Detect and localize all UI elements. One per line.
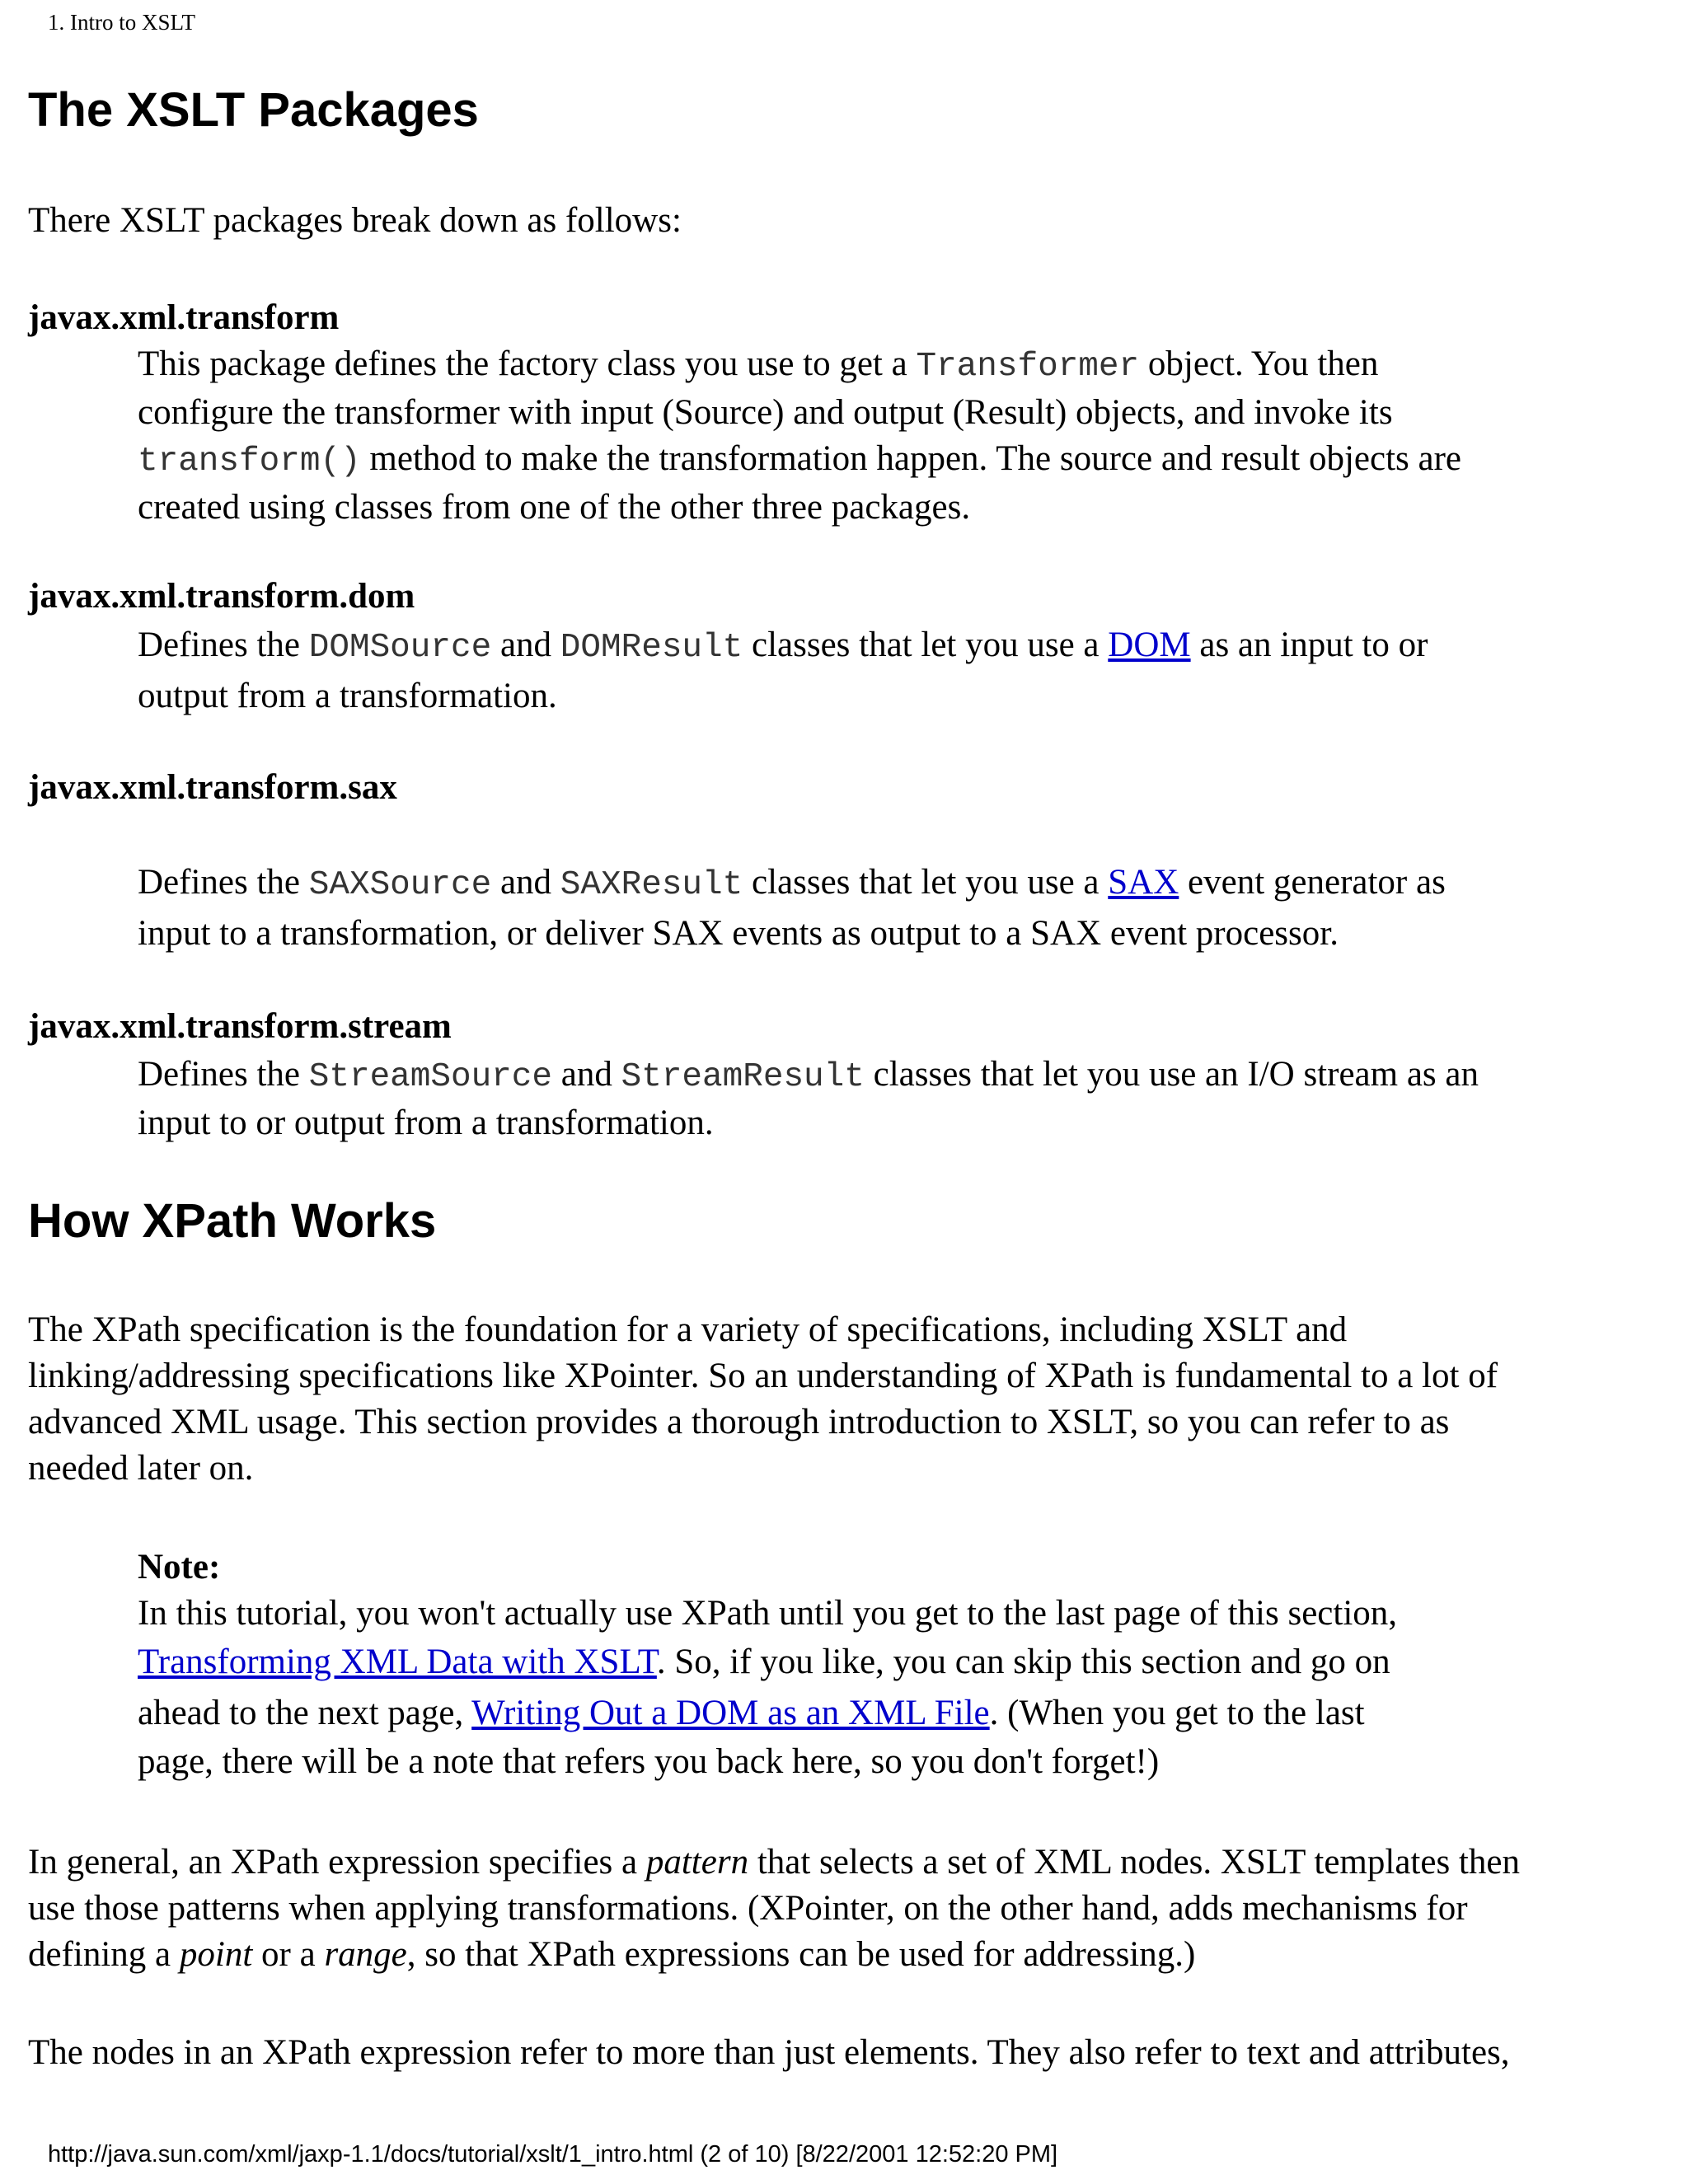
code-term: DOMSource	[308, 629, 492, 667]
package-name: javax.xml.transform	[28, 298, 340, 337]
package-description: Defines the StreamSource and StreamResult classes that let you use an I/O stream as an input to or output from a transformation.	[138, 1055, 1479, 1142]
running-head: 1. Intro to XSLT	[48, 10, 196, 35]
transforming-xml-link[interactable]: Transforming XML Data with XSLT	[138, 1643, 657, 1681]
code-term: StreamSource	[308, 1058, 553, 1096]
code-term: DOMResult	[560, 629, 743, 667]
package-name: javax.xml.transform.sax	[28, 768, 397, 807]
code-term: Transformer	[916, 348, 1140, 386]
section-title-how-xpath-works: How XPath Works	[28, 1194, 437, 1248]
page-footer-url: http://java.sun.com/xml/jaxp-1.1/docs/tutorial/xslt/1_intro.html (2 of 10) [8/22/2001 12:52:20 PM]	[48, 2141, 1058, 2168]
section-title-xslt-packages: The XSLT Packages	[28, 83, 479, 137]
note-block: Note: In this tutorial, you won't actually use XPath until you get to the last page of this section, Transforming XML Data with XSLT. So, if you like, you can skip this section and go on ahead to the next page, Writing Out a DOM as an XML File. (When you get to the last page, there will be a note that refers you back here, so you don't forget!)	[138, 1544, 1662, 1785]
package-name: javax.xml.transform.stream	[28, 1007, 452, 1046]
package-description: Defines the SAXSource and SAXResult classes that let you use a SAX event generator as input to a transformation, or deliver SAX events as output to a SAX event processor.	[138, 863, 1446, 953]
code-term: SAXResult	[560, 866, 743, 904]
code-term: StreamResult	[621, 1058, 865, 1096]
xpath-intro-paragraph: The XPath specification is the foundation for a variety of specifications, including XSLT and linking/addressing specifications like XPointer. So an understanding of XPath is fundamental to a lot of advanced XML usage. This section provides a thorough introduction to XSLT, so you can refer to as needed later on.	[28, 1310, 1498, 1488]
package-description: Defines the DOMSource and DOMResult classes that let you use a DOM as an input to or output from a transformation.	[138, 626, 1428, 715]
code-term: transform()	[138, 443, 361, 480]
xpath-nodes-paragraph: The nodes in an XPath expression refer to more than just elements. They also refer to text and attributes,	[28, 2033, 1510, 2072]
xpath-pattern-paragraph: In general, an XPath expression specifies a pattern that selects a set of XML nodes. XSLT templates then use those patterns when applying transformations. (XPointer, on the other hand, adds mechanisms for defining a point or a range, so that XPath expressions can be used for addressing.)	[28, 1843, 1520, 1974]
writing-out-dom-link[interactable]: Writing Out a DOM as an XML File	[471, 1694, 990, 1732]
package-name: javax.xml.transform.dom	[28, 577, 415, 616]
note-label: Note:	[138, 1548, 221, 1586]
package-description: This package defines the factory class you use to get a Transformer object. You then configure the transformer with input (Source) and output (Result) objects, and invoke its transform() method to make the transformation happen. The source and result objects are created using classes from one of the other three packages.	[138, 344, 1462, 527]
dom-link[interactable]: DOM	[1108, 626, 1191, 664]
code-term: SAXSource	[308, 866, 492, 904]
intro-paragraph: There XSLT packages break down as follows:	[28, 201, 682, 240]
sax-link[interactable]: SAX	[1108, 863, 1179, 902]
